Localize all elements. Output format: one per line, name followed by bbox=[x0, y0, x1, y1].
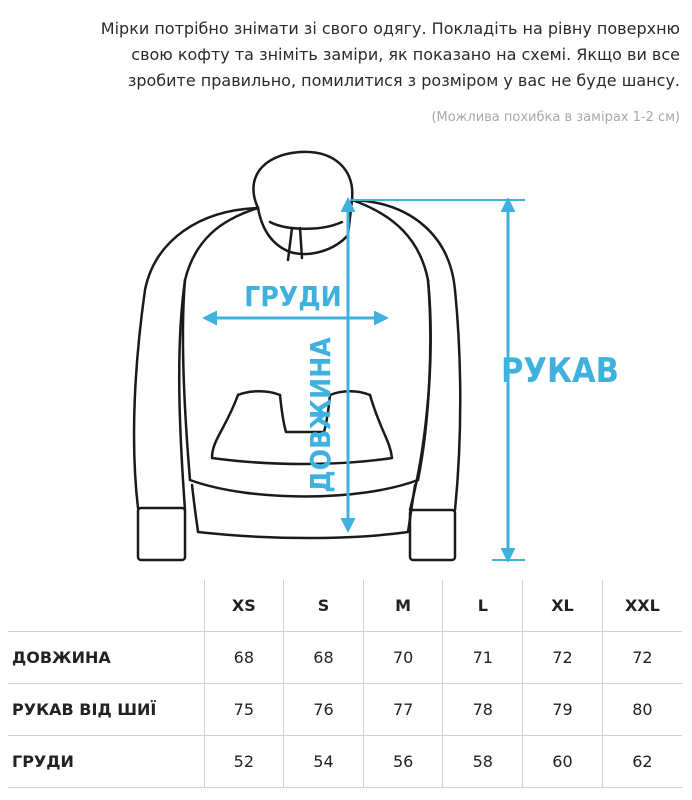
hoodie-measurement-diagram bbox=[0, 140, 692, 580]
header-size-s: S bbox=[284, 580, 364, 632]
row-label: ДОВЖИНА bbox=[12, 648, 111, 667]
table-cell: 72 bbox=[602, 632, 682, 684]
table-cell: 68 bbox=[204, 632, 284, 684]
size-chart-table bbox=[8, 580, 682, 788]
intro-line: зробите правильно, помилитися з розміром у вас не буде шансу. bbox=[127, 71, 680, 90]
table-cell: 60 bbox=[523, 736, 603, 788]
table-cell: 71 bbox=[443, 632, 523, 684]
table-cell: 62 bbox=[602, 736, 682, 788]
intro-line: свою кофту та зніміть заміри, як показано на схемі. Якщо ви все bbox=[131, 45, 680, 64]
table-cell: 79 bbox=[523, 684, 603, 736]
table-row bbox=[8, 736, 682, 788]
intro-text bbox=[10, 16, 680, 94]
table-cell: 75 bbox=[204, 684, 284, 736]
hoodie-outline-icon bbox=[0, 140, 692, 580]
table-cell: 70 bbox=[363, 632, 443, 684]
table-cell: 56 bbox=[363, 736, 443, 788]
chest-label: ГРУДИ bbox=[244, 280, 342, 313]
table-cell: 58 bbox=[443, 736, 523, 788]
header-size-xxl: XXL bbox=[602, 580, 682, 632]
table-header-row bbox=[8, 580, 682, 632]
row-label: РУКАВ ВІД ШИЇ bbox=[12, 700, 157, 719]
table-cell: 76 bbox=[284, 684, 364, 736]
header-size-xs: XS bbox=[204, 580, 284, 632]
length-label: ДОВЖИНА bbox=[304, 337, 337, 493]
header-cell-empty bbox=[8, 580, 204, 632]
intro-line: Мірки потрібно знімати зі свого одягу. Покладіть на рівну поверхню bbox=[100, 19, 680, 38]
row-label: ГРУДИ bbox=[12, 752, 74, 771]
table-row bbox=[8, 684, 682, 736]
table-cell: 68 bbox=[284, 632, 364, 684]
table-cell: 80 bbox=[602, 684, 682, 736]
sleeve-label: РУКАВ bbox=[501, 351, 619, 391]
header-size-m: M bbox=[363, 580, 443, 632]
table-cell: 72 bbox=[523, 632, 603, 684]
header-size-l: L bbox=[443, 580, 523, 632]
table-cell: 78 bbox=[443, 684, 523, 736]
table-cell: 77 bbox=[363, 684, 443, 736]
header-size-xl: XL bbox=[523, 580, 603, 632]
table-cell: 54 bbox=[284, 736, 364, 788]
table-cell: 52 bbox=[204, 736, 284, 788]
measurement-tolerance-note: (Можлива похибка в замірах 1-2 см) bbox=[431, 110, 680, 125]
table-row bbox=[8, 632, 682, 684]
